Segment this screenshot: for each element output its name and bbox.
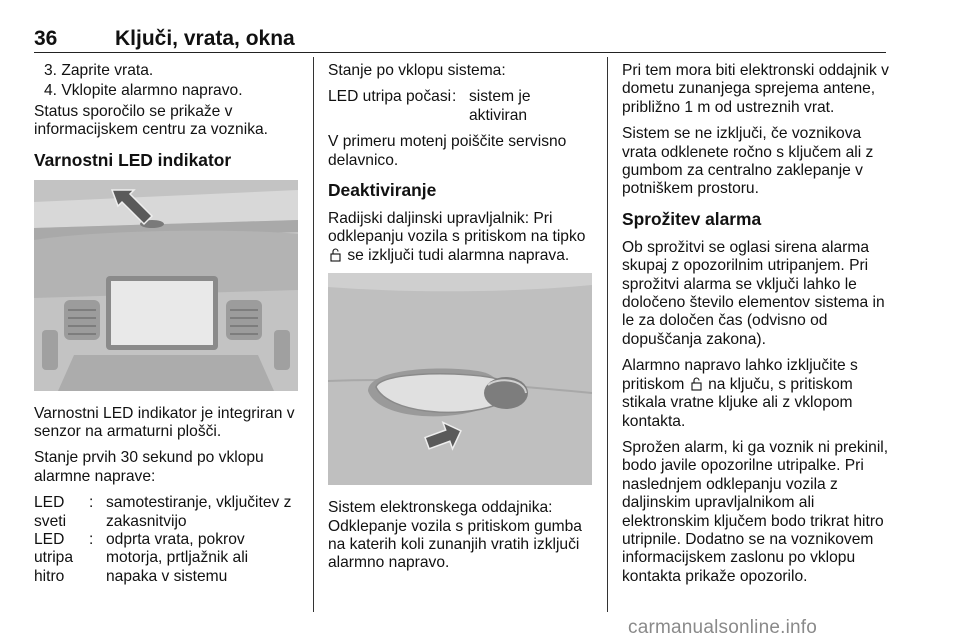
chapter-title: Ključi, vrata, okna bbox=[115, 27, 295, 50]
led-desc: sistem je aktiviran bbox=[469, 88, 531, 124]
dashboard-figure bbox=[34, 180, 298, 391]
column-left bbox=[34, 62, 300, 594]
triggered-text: Sprožen alarm, ki ga voznik ni prekinil, bodo javile opozorilne utripalke. Pri naslednjem odklepanju vozila z daljinskim upravljalnikom ali elektronskim ključem bodo trikrat hitro utripnile. Dodatno se na voznikovem informacijskem zaslonu po vklopu kontakta prikaže opozorilo. bbox=[622, 438, 889, 585]
watermark: carmanualsonline.info bbox=[628, 617, 818, 638]
fault-text: V primeru motenj poiščite servisno delavnico. bbox=[328, 133, 567, 169]
no-deactivation-text: Sistem se ne izključi, če voznikova vrata odklenete ročno s ključem ali z gumbom za centralno zaklepanje v potniškem prostoru. bbox=[622, 125, 874, 198]
alarm-text: Ob sprožitvi se oglasi sirena alarma skupaj z opozorilnim utripanjem. Pri sprožitvi alarma se vključi lahko le določeno število elementov sistema in le za določen čas (odvisno od dopuščanja zakona). bbox=[622, 238, 885, 348]
first-30-text: Stanje prvih 30 sekund po vklopu alarmne naprave: bbox=[34, 449, 264, 485]
led-integrated-text: Varnostni LED indikator je integriran v senzor na armaturni plošči. bbox=[34, 404, 295, 441]
led-sep: : bbox=[89, 531, 94, 549]
column-right bbox=[622, 62, 890, 594]
switch-off-text: Alarmno napravo lahko izključite s pritiskom na ključu, s pritiskom stikala vratne kljuke ali z vklopom kontakta. bbox=[622, 357, 858, 430]
key-range-text: Pri tem mora biti elektronski oddajnik v dometu zunanjega sprejema antene, približno 1 m od ustreznih vrat. bbox=[622, 62, 889, 116]
heading-alarm-trigger: Sprožitev alarma bbox=[622, 208, 762, 229]
list-item: 3. Zaprite vrata. bbox=[44, 62, 154, 79]
led-sep: : bbox=[89, 494, 94, 512]
door-handle-figure bbox=[328, 273, 592, 485]
electronic-text: Sistem elektronskega oddajnika: Odklepanje vozila s pritiskom gumba na katerih koli zunanjih vratih izključi alarmno napravo. bbox=[328, 499, 582, 572]
unlock-icon bbox=[330, 248, 341, 262]
list-item: 4. Vklopite alarmno napravo. bbox=[44, 82, 243, 100]
led-slow-list bbox=[328, 88, 592, 125]
page-number: 36 bbox=[34, 27, 58, 50]
page-header bbox=[34, 27, 886, 53]
column-middle bbox=[328, 62, 592, 581]
unlock-icon bbox=[691, 377, 702, 391]
heading-led-indicator: Varnostni LED indikator bbox=[34, 149, 232, 170]
led-desc: odprta vrata, pokrov motorja, prtljažnik ali napaka v sistemu bbox=[106, 531, 249, 585]
column-divider-2 bbox=[607, 57, 608, 612]
dashboard-illustration-icon bbox=[34, 180, 298, 391]
status-text: Status sporočilo se prikaže v informacijskem centru za voznika. bbox=[34, 102, 268, 139]
step-list bbox=[34, 62, 300, 101]
remote-text: Radijski daljinski upravljalnik: Pri odklepanju vozila s pritiskom na tipko se izključi tudi alarmna naprava. bbox=[328, 210, 586, 264]
header-rule bbox=[34, 52, 886, 53]
led-term: LED utripa hitro bbox=[34, 531, 74, 585]
column-divider-1 bbox=[313, 57, 314, 612]
heading-deactivation: Deaktiviranje bbox=[328, 180, 437, 201]
after-activation-text: Stanje po vklopu sistema: bbox=[328, 62, 506, 79]
led-sep: : bbox=[452, 88, 457, 106]
led-term: LED utripa počasi bbox=[328, 88, 452, 106]
door-handle-illustration-icon bbox=[328, 273, 592, 485]
led-state-list bbox=[34, 494, 300, 586]
led-desc: samotestiranje, vključitev z zakasnitvijo bbox=[106, 494, 292, 530]
led-term: LED sveti bbox=[34, 494, 67, 530]
